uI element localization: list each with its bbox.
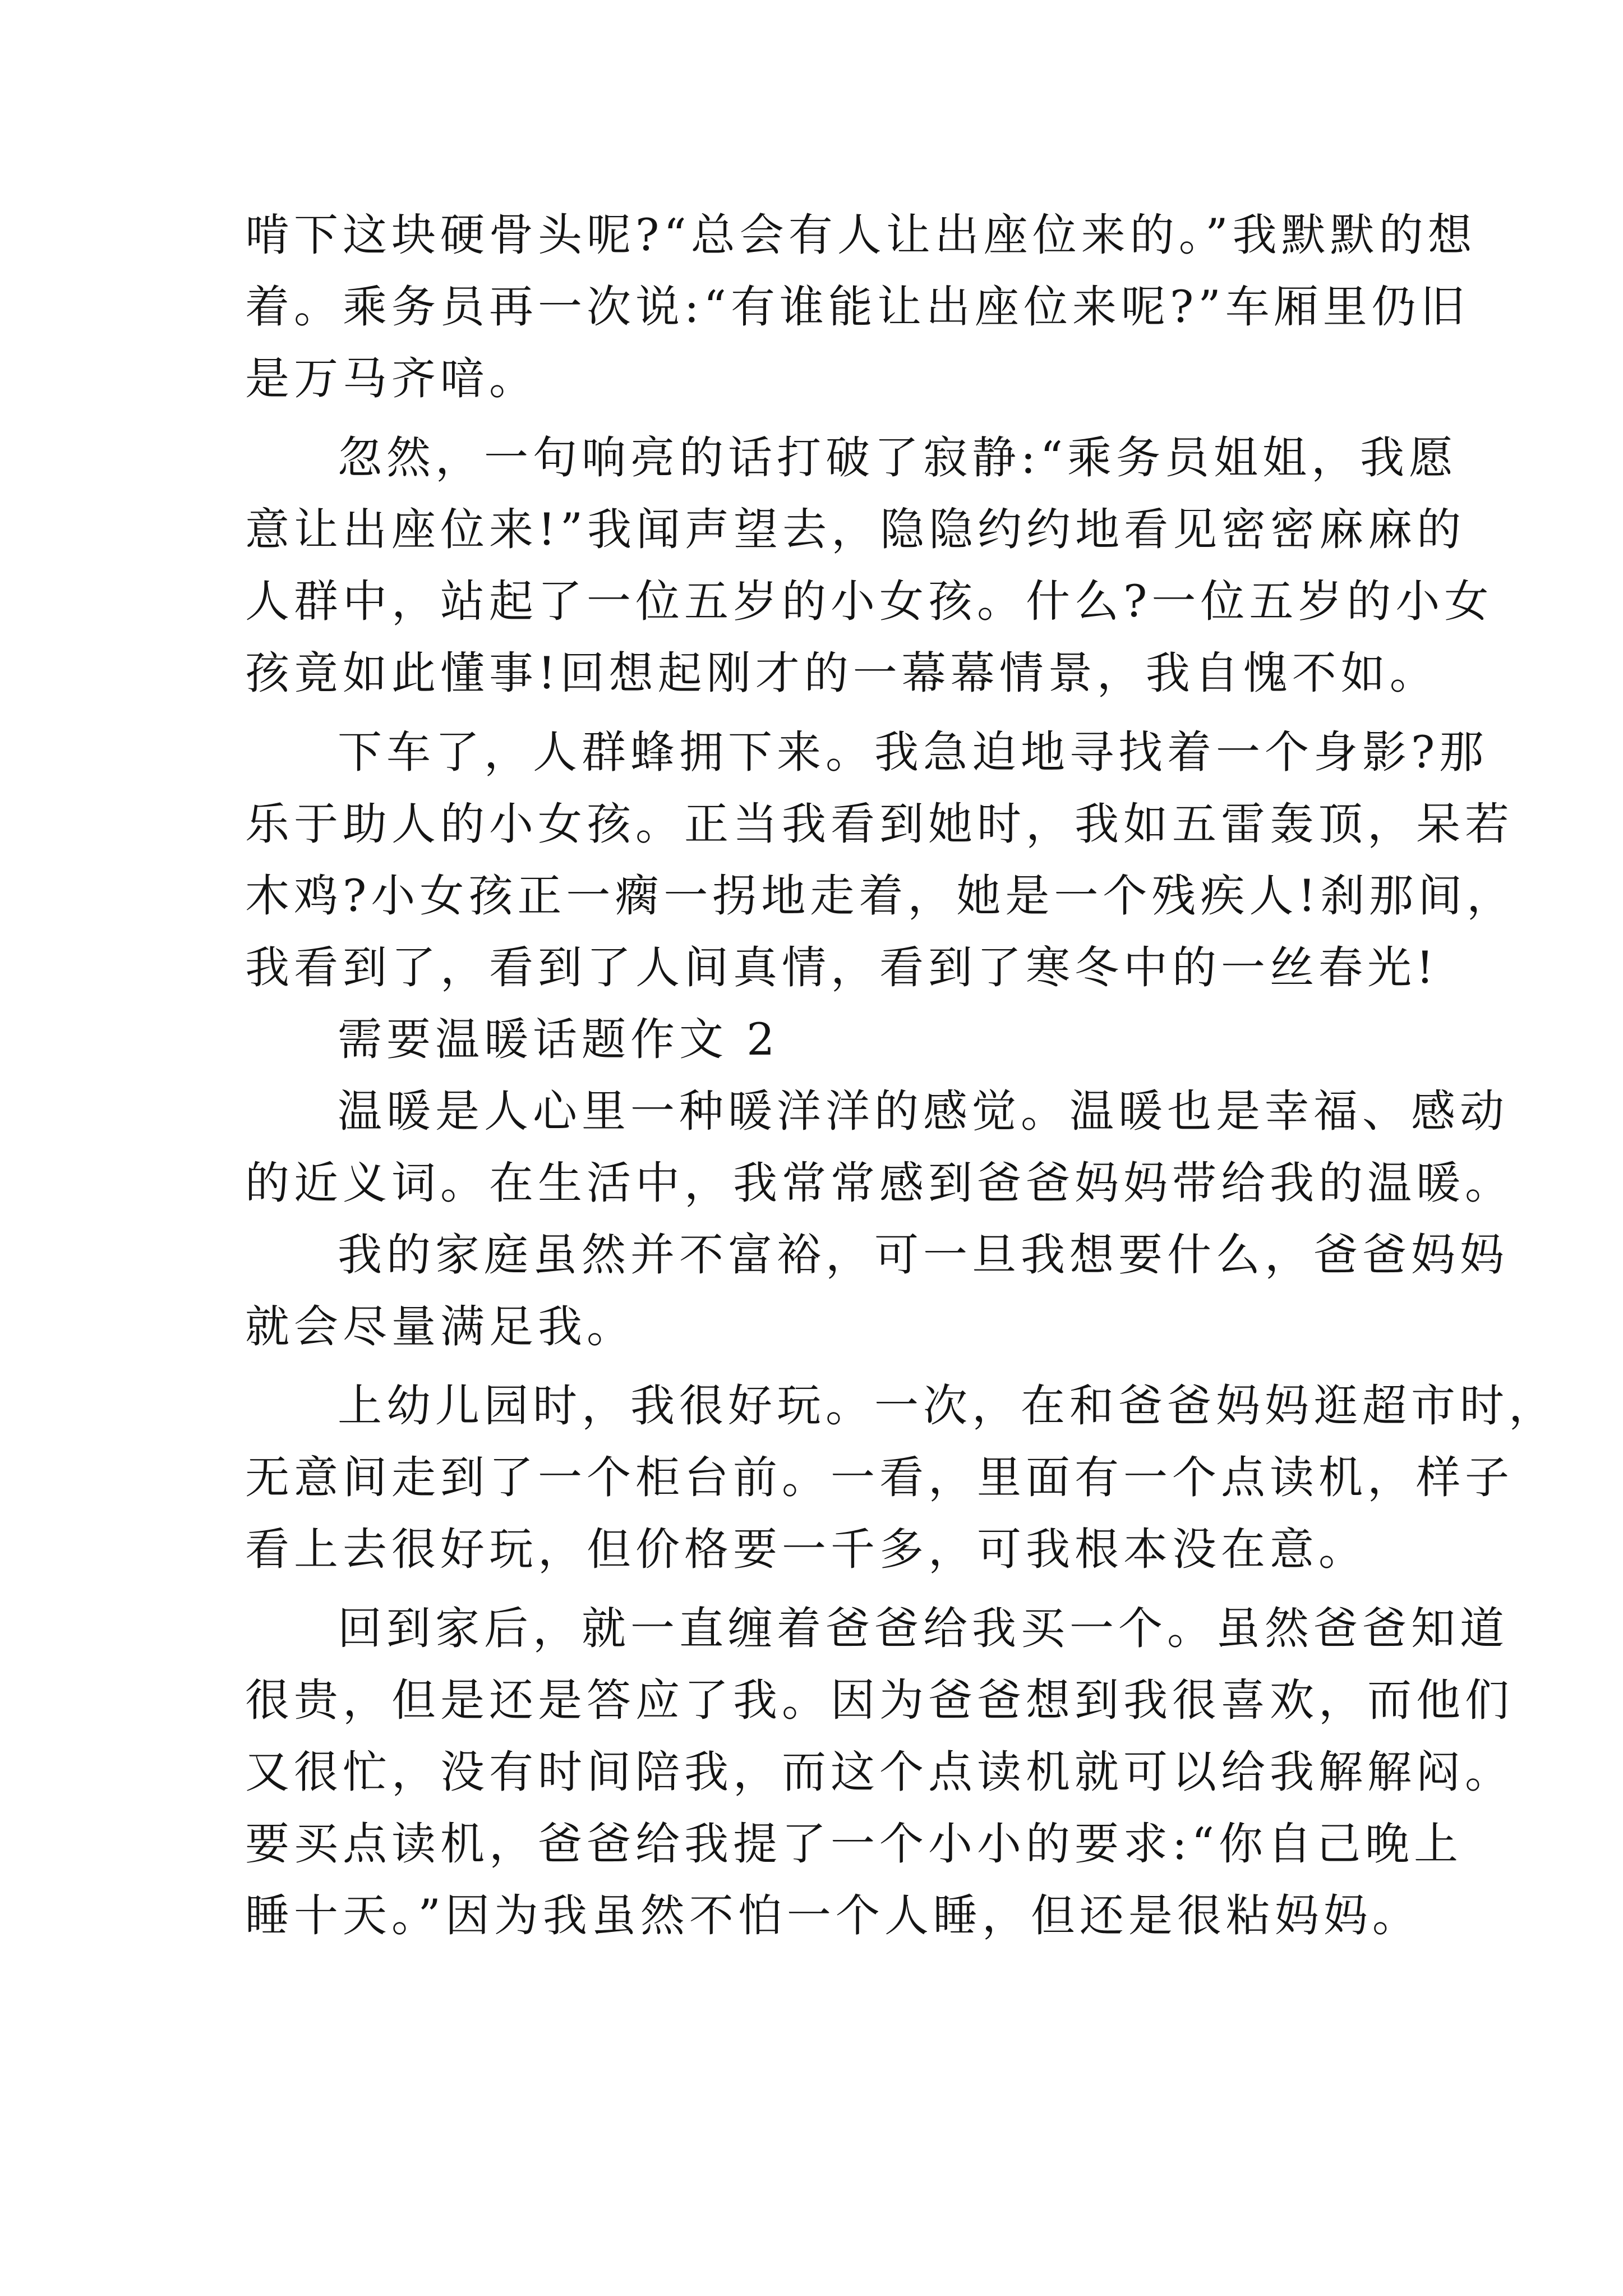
text-line: 意让出座位来!”我闻声望去，隐隐约约地看见密密麻麻的 [245, 504, 1466, 555]
text-line: 就会尽量满足我。 [245, 1301, 635, 1352]
paragraph-first-line: 上幼儿园时，我很好玩。一次，在和爸爸妈妈逛超市时， [338, 1380, 1557, 1432]
paragraph-first-line: 下车了，人群蜂拥下来。我急迫地寻找着一个身影?那 [338, 726, 1488, 778]
paragraph-first-line: 我的家庭虽然并不富裕，可一旦我想要什么，爸爸妈妈 [338, 1229, 1509, 1281]
paragraph-first-line: 忽然，一句响亮的话打破了寂静:“乘务员姐姐，我愿 [338, 432, 1458, 484]
text-line: 乐于助人的小女孩。正当我看到她时，我如五雷轰顶，呆若 [245, 798, 1514, 850]
text-line: 睡十天。”因为我虽然不怕一个人睡，但还是很粘妈妈。 [245, 1890, 1421, 1941]
text-line: 要买点读机，爸爸给我提了一个小小的要求:“你自己晚上 [245, 1818, 1463, 1870]
text-line: 无意间走到了一个柜台前。一看，里面有一个点读机，样子 [245, 1452, 1514, 1503]
text-line: 着。乘务员再一次说:“有谁能让出座位来呢?”车厢里仍旧 [245, 281, 1469, 333]
text-line: 很贵，但是还是答应了我。因为爸爸想到我很喜欢，而他们 [245, 1674, 1514, 1726]
paragraph-first-line: 回到家后，就一直缠着爸爸给我买一个。虽然爸爸知道 [338, 1603, 1509, 1654]
text-line: 木鸡?小女孩正一瘸一拐地走着，她是一个残疾人!刹那间， [245, 870, 1516, 922]
text-line: 看上去很好玩，但价格要一千多，可我根本没在意。 [245, 1524, 1367, 1575]
essay-body [245, 199, 1557, 1952]
text-line: 又很忙，没有时间陪我，而这个点读机就可以给我解解闷。 [245, 1746, 1514, 1798]
section-title: 需要温暖话题作文 2 [338, 1014, 780, 1065]
text-line: 的近义词。在生活中，我常常感到爸爸妈妈带给我的温暖。 [245, 1157, 1514, 1209]
text-line: 孩竟如此懂事!回想起刚才的一幕幕情景，我自愧不如。 [245, 647, 1438, 699]
text-line: 人群中，站起了一位五岁的小女孩。什么?一位五岁的小女 [245, 576, 1493, 627]
paragraph-first-line: 温暖是人心里一种暖洋洋的感觉。温暖也是幸福、感动 [338, 1085, 1509, 1137]
text-line: 是万马齐喑。 [245, 353, 538, 404]
text-line: 啃下这块硬骨头呢?“总会有人让出座位来的。”我默默的想 [245, 209, 1477, 261]
text-line: 我看到了，看到了人间真情，看到了寒冬中的一丝春光! [245, 942, 1438, 993]
